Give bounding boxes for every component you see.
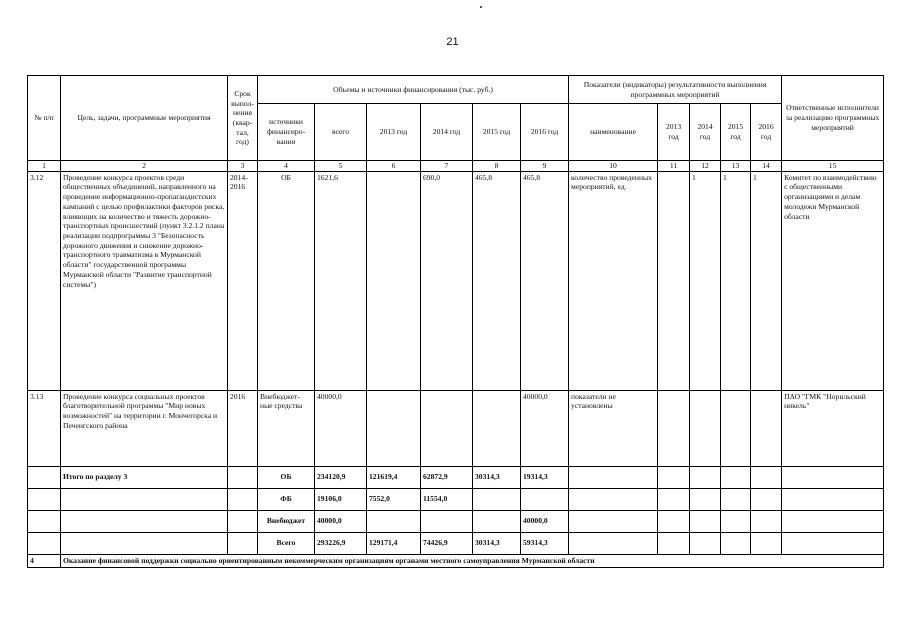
totals-2013: 129171,4 [367, 532, 421, 554]
row-responsible: ПАО "ГМК "Норильский никель" [782, 390, 884, 466]
totals-2015 [473, 488, 521, 510]
row-2014: 690,0 [421, 171, 473, 390]
scan-speck [480, 6, 482, 8]
row-ind-2013 [658, 171, 690, 390]
totals-2015: 30314,3 [473, 532, 521, 554]
header-row-1 [28, 76, 884, 104]
row-source: Внебюджет-ные средства [258, 390, 315, 466]
section-num: 4 [28, 554, 61, 567]
totals-2014: 62872,9 [421, 466, 473, 488]
row-ind-2016: 1 [751, 171, 782, 390]
totals-total: 293226,9 [315, 532, 367, 554]
program-table [27, 75, 884, 568]
totals-source: Всего [258, 532, 315, 554]
totals-2014 [421, 510, 473, 532]
row-num: 3.12 [28, 171, 61, 390]
header-term: Срок выпол-нения (квар-тал, год) [228, 76, 258, 161]
table-row-3-13 [28, 390, 884, 466]
header-ind-2015: 2015 год [721, 104, 751, 161]
row-2013 [367, 390, 421, 466]
totals-row-all [28, 532, 884, 554]
row-total: 40000,0 [315, 390, 367, 466]
header-ind-2014: 2014 год [690, 104, 721, 161]
totals-2013 [367, 510, 421, 532]
row-2016: 465,8 [521, 171, 569, 390]
col-number: 15 [782, 161, 884, 172]
row-2013 [367, 171, 421, 390]
col-number: 1 [28, 161, 61, 172]
col-number: 4 [258, 161, 315, 172]
header-2016: 2016 год [521, 104, 569, 161]
row-num: 3.13 [28, 390, 61, 466]
totals-total: 19106,0 [315, 488, 367, 510]
totals-source: Внебюджет [258, 510, 315, 532]
row-term: 2016 [228, 390, 258, 466]
totals-total: 234120,9 [315, 466, 367, 488]
header-goal: Цель, задачи, программные мероприятия [61, 76, 228, 161]
row-indicator-name: количество проведенных мероприятий, ед. [569, 171, 658, 390]
col-number: 12 [690, 161, 721, 172]
row-2015 [473, 390, 521, 466]
header-2014: 2014 год [421, 104, 473, 161]
totals-label: Итого по разделу 3 [61, 466, 228, 488]
totals-total: 40000,0 [315, 510, 367, 532]
totals-2015 [473, 510, 521, 532]
row-ind-2015 [721, 390, 751, 466]
header-ind-2013: 2013 год [658, 104, 690, 161]
section-4-row [28, 554, 884, 567]
row-goal: Проведение конкурса социальных проектов благотворительной программы "Мир новых возможностей" на территории г. Мончегорска и Печенгского района [61, 390, 228, 466]
totals-2014: 74426,9 [421, 532, 473, 554]
header-2013: 2013 год [367, 104, 421, 161]
header-indicators: Показатели (индикаторы) результативности выполнения программных мероприятий [569, 76, 782, 104]
header-num: № п/п [28, 76, 61, 161]
totals-row-offbudget [28, 510, 884, 532]
totals-2013: 121619,4 [367, 466, 421, 488]
totals-2016: 59314,3 [521, 532, 569, 554]
row-ind-2016 [751, 390, 782, 466]
totals-2013: 7552,0 [367, 488, 421, 510]
totals-2014: 11554,0 [421, 488, 473, 510]
row-term: 2014-2016 [228, 171, 258, 390]
totals-source: ОБ [258, 466, 315, 488]
row-goal: Проведение конкурса проектов среди общественных объединений, направленного на проведение информационно-пропагандистских кампаний с целью профилактики факторов риска, влияющих на количество и тяжесть дорожно-транспортных происшествий (пункт 3.2.1.2 плана реализации подпрограммы 3 "Безопасность дорожного движения и снижение дорожно-транспортного травматизма в Мурманской области" государственной программы Мурманской области "Развитие транспортной системы") [61, 171, 228, 390]
header-total: всего [315, 104, 367, 161]
section-title: Оказание финансовой поддержки социально ориентированным некоммерческим организациям органами местного самоуправления Мурманской области [61, 554, 884, 567]
header-source: источники финансиро-вания [258, 104, 315, 161]
totals-2016: 19314,3 [521, 466, 569, 488]
totals-row-fb [28, 488, 884, 510]
row-2015: 465,8 [473, 171, 521, 390]
header-ind-2016: 2016 год [751, 104, 782, 161]
header-volumes: Объемы и источники финансирования (тыс. руб.) [258, 76, 569, 104]
column-number-row [28, 161, 884, 172]
col-number: 13 [721, 161, 751, 172]
row-ind-2015: 1 [721, 171, 751, 390]
totals-row-ob [28, 466, 884, 488]
header-2015: 2015 год [473, 104, 521, 161]
totals-source: ФБ [258, 488, 315, 510]
col-number: 3 [228, 161, 258, 172]
row-responsible: Комитет по взаимодействию с общественными организациями и делам молодежи Мурманской области [782, 171, 884, 390]
header-responsible: Ответственные исполнители за реализацию программных мероприятий [782, 76, 884, 161]
row-total: 1621,6 [315, 171, 367, 390]
totals-2015: 30314,3 [473, 466, 521, 488]
table-row-3-12 [28, 171, 884, 390]
col-number: 9 [521, 161, 569, 172]
row-indicator-name: показатели не установлены [569, 390, 658, 466]
col-number: 11 [658, 161, 690, 172]
col-number: 5 [315, 161, 367, 172]
col-number: 6 [367, 161, 421, 172]
row-2014 [421, 390, 473, 466]
col-number: 14 [751, 161, 782, 172]
col-number: 8 [473, 161, 521, 172]
row-ind-2013 [658, 390, 690, 466]
totals-2016: 40000,0 [521, 510, 569, 532]
totals-2016 [521, 488, 569, 510]
row-source: ОБ [258, 171, 315, 390]
row-ind-2014: 1 [690, 171, 721, 390]
row-2016: 40000,0 [521, 390, 569, 466]
col-number: 10 [569, 161, 658, 172]
row-ind-2014 [690, 390, 721, 466]
col-number: 2 [61, 161, 228, 172]
header-indicator-name: наименование [569, 104, 658, 161]
page-number: 21 [446, 36, 459, 48]
col-number: 7 [421, 161, 473, 172]
